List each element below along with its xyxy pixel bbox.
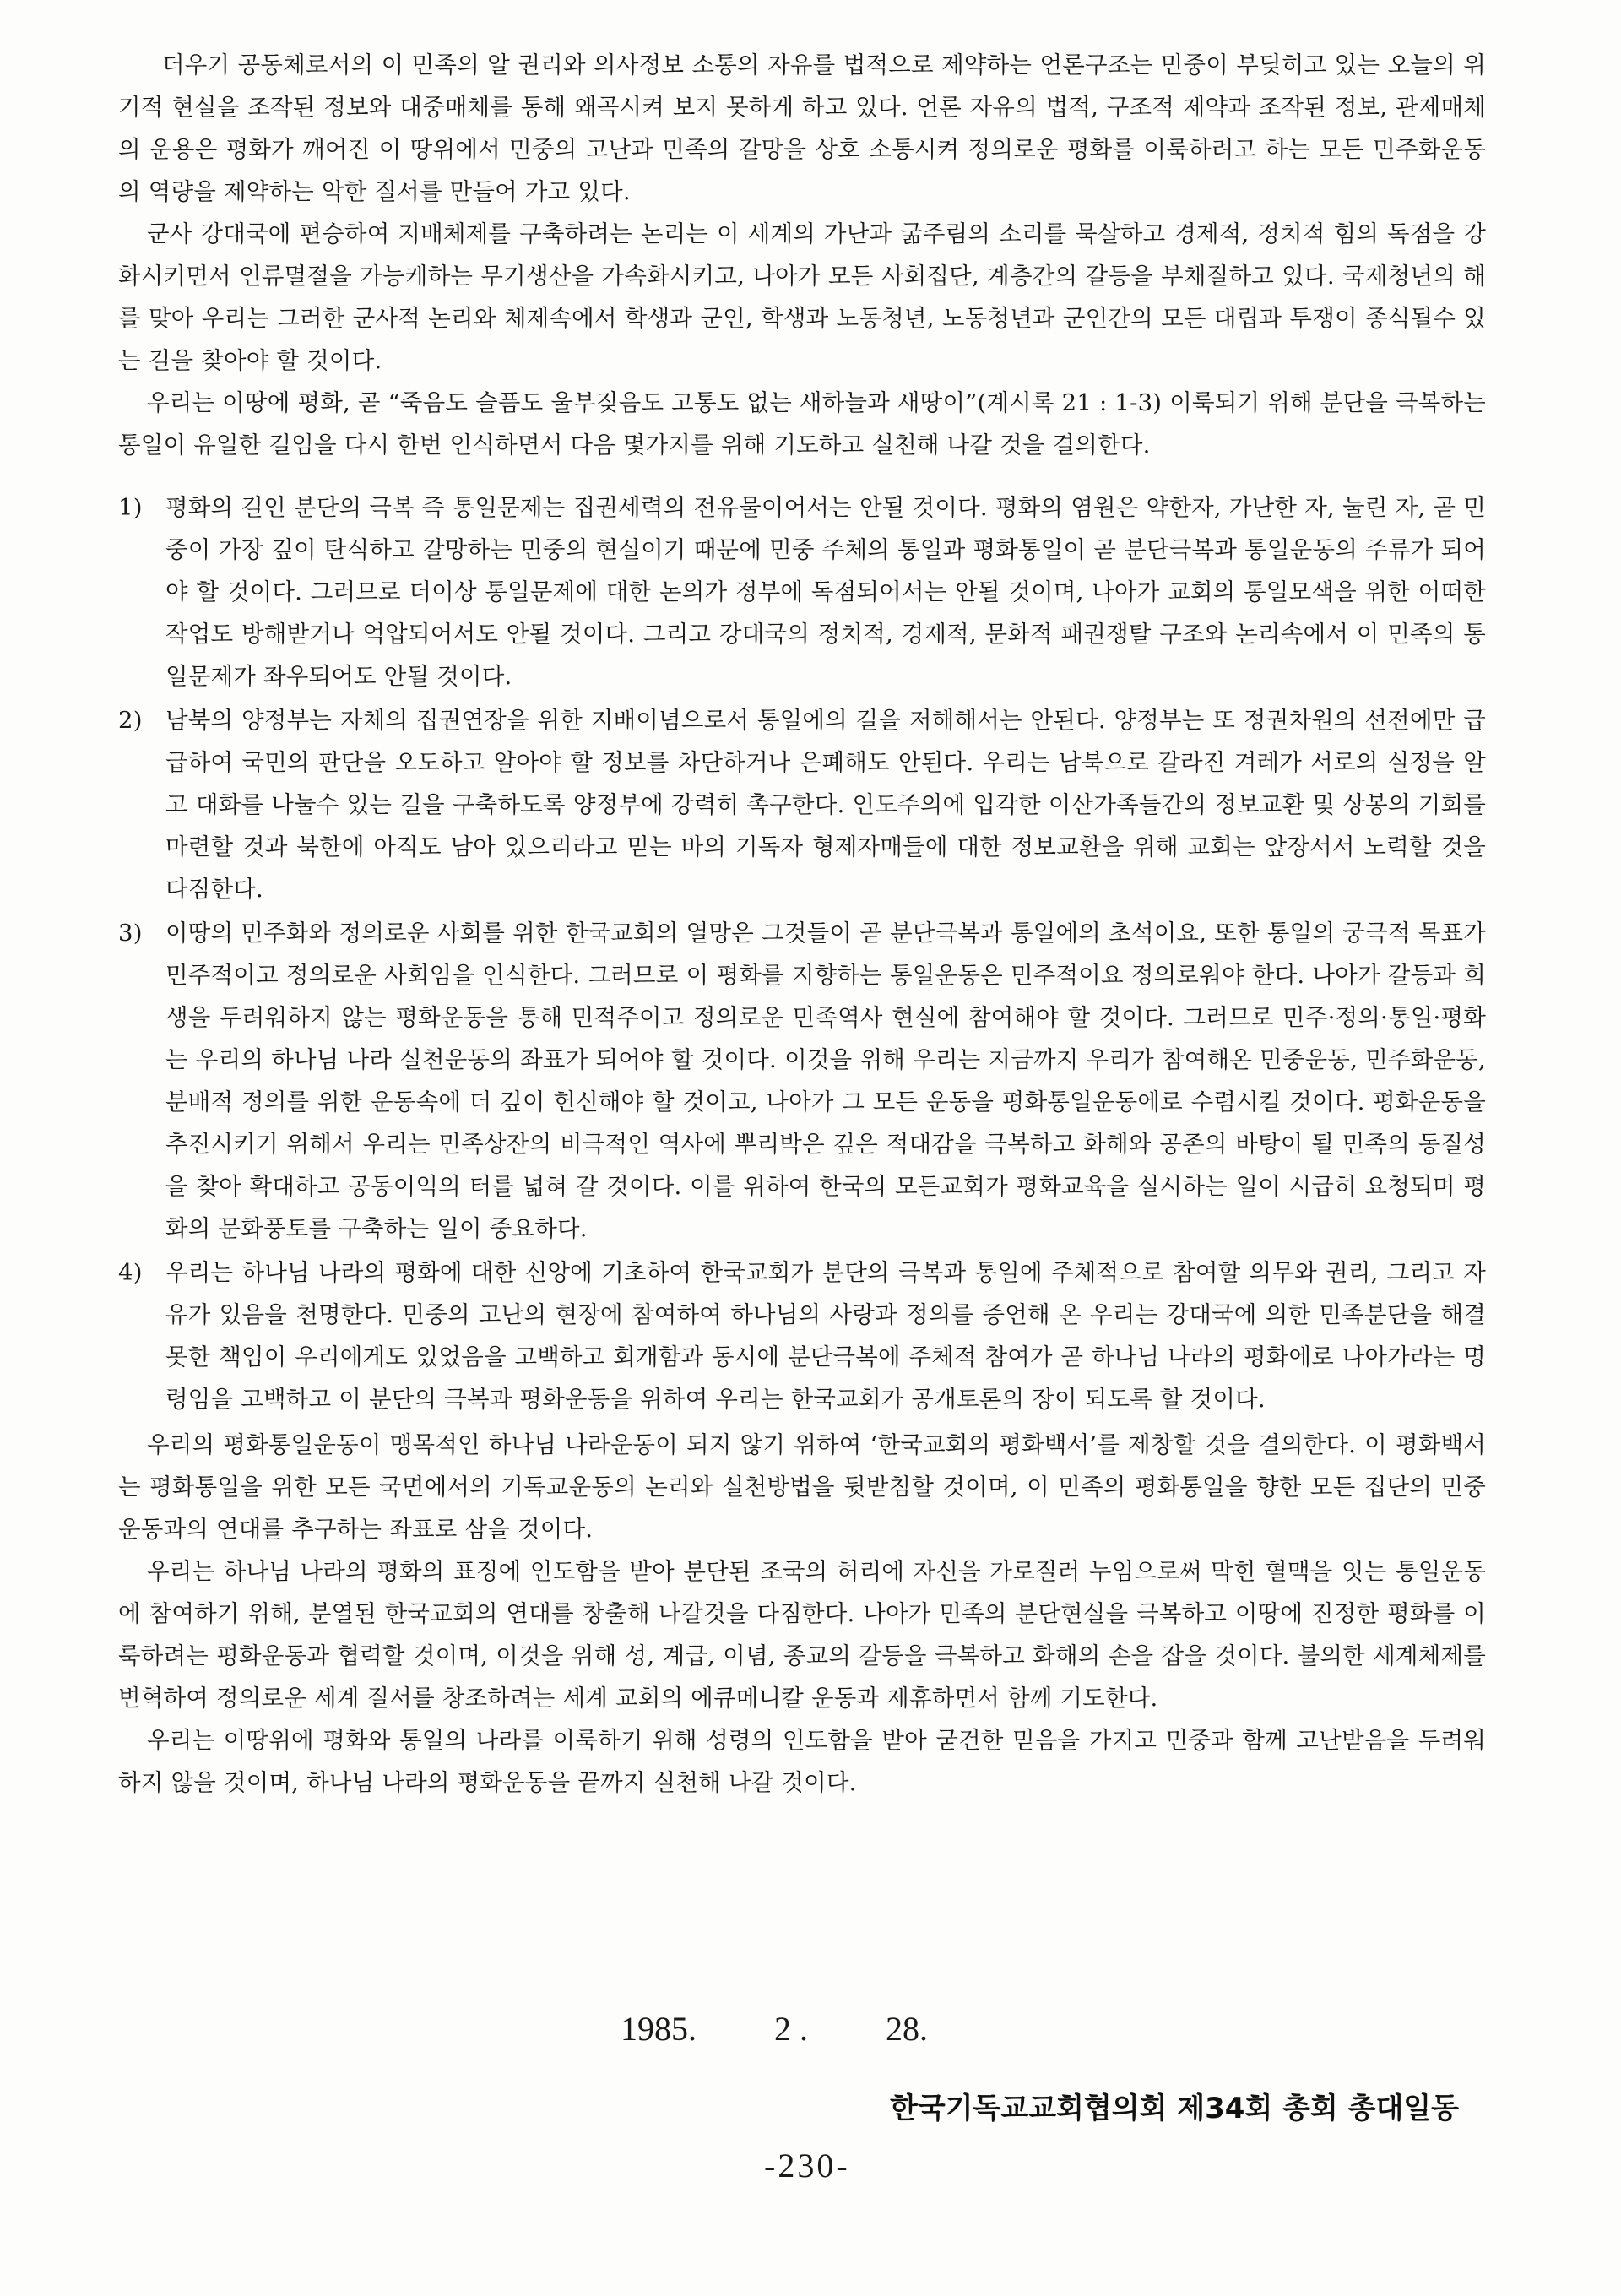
list-item-number: 2) xyxy=(118,707,143,734)
list-item xyxy=(118,912,1486,1250)
date-year: 1985. xyxy=(621,2010,697,2048)
list-item xyxy=(118,699,1486,910)
list-item xyxy=(118,486,1486,697)
page-number: -230- xyxy=(764,2147,850,2185)
resolution-list xyxy=(118,486,1486,1420)
list-item-text: 남북의 양정부는 자체의 집권연장을 위한 지배이념으로서 통일에의 길을 저해해서는 안된다. 양정부는 또 정권차원의 선전에만 급급하여 국민의 판단을 오도하고 알아야 할 정보를 차단하거나 은폐해도 안된다. 우리는 남북으로 갈라진 겨레가 서로의 실정을 알고 대화를 나눌수 있는 길을 구축하도록 양정부에 강력히 촉구한다. 인도주의에 입각한 이산가족들간의 정보교환 및 상봉의 기회를 마련할 것과 북한에 아직도 남아 있으리라고 믿는 바의 기독자 형제자매들에 대한 정보교환을 위해 교회는 앞장서서 노력할 것을 다짐한다. xyxy=(165,707,1486,903)
paragraph-closing-commitment: 우리는 이땅위에 평화와 통일의 나라를 이룩하기 위해 성령의 인도함을 받아 굳건한 믿음을 가지고 민중과 함께 고난받음을 두려워하지 않을 것이며, 하나님 나라의 평화운동을 끝까지 실천해 나갈 것이다. xyxy=(118,1727,1486,1796)
signatory-line: 한국기독교교회협의회 제34회 총회 총대일동 xyxy=(889,2092,1459,2125)
paragraph-resolution-intro: 우리는 이땅에 평화, 곧 “죽음도 슬픔도 울부짖음도 고통도 없는 새하늘과 새땅이”(계시록 21 : 1-3) 이룩되기 위해 분단을 극복하는 통일이 유일한 길임을 다시 한번 인식하면서 다음 몇가지를 위해 기도하고 실천해 나갈 것을 결의한다. xyxy=(118,389,1486,459)
list-item-number: 3) xyxy=(118,920,143,947)
list-item-text: 우리는 하나님 나라의 평화에 대한 신앙에 기초하여 한국교회가 분단의 극복과 통일에 주체적으로 참여할 의무와 권리, 그리고 자유가 있음을 천명한다. 민중의 고난의 현장에 참여하여 하나님의 사랑과 정의를 증언해 온 우리는 강대국에 의한 민족분단을 해결못한 책임이 우리에게도 있었음을 고백하고 회개함과 동시에 분단극복에 주체적 참여가 곧 하나님 나라의 평화에로 나아가라는 명령임을 고백하고 이 분단의 극복과 평화운동을 위하여 우리는 한국교회가 공개토론의 장이 되도록 할 것이다. xyxy=(165,1259,1486,1413)
paragraph-church-solidarity: 우리는 하나님 나라의 평화의 표징에 인도함을 받아 분단된 조국의 허리에 자신을 가로질러 누임으로써 막힌 혈맥을 잇는 통일운동에 참여하기 위해, 분열된 한국교회의 연대를 창출해 나갈것을 다짐한다. 나아가 민족의 분단현실을 극복하고 이땅에 진정한 평화를 이룩하려는 평화운동과 협력할 것이며, 이것을 위해 성, 계급, 이념, 종교의 갈등을 극복하고 화해의 손을 잡을 것이다. 불의한 세계체제를 변혁하여 정의로운 세계 질서를 창조하려는 세계 교회의 에큐메니칼 운동과 제휴하면서 함께 기도한다. xyxy=(118,1558,1486,1712)
list-item-text: 이땅의 민주화와 정의로운 사회를 위한 한국교회의 열망은 그것들이 곧 분단극복과 통일에의 초석이요, 또한 통일의 궁극적 목표가 민주적이고 정의로운 사회임을 인식한다. 그러므로 이 평화를 지향하는 통일운동은 민주적이요 정의로워야 한다. 나아가 갈등과 희생을 두려워하지 않는 평화운동을 통해 민적주이고 정의로운 민족역사 현실에 참여해야 할 것이다. 그러므로 민주·정의·통일·평화는 우리의 하나님 나라 실천운동의 좌표가 되어야 할 것이다. 이것을 위해 우리는 지금까지 우리가 참여해온 민중운동, 민주화운동, 분배적 정의를 위한 운동속에 더 깊이 헌신해야 할 것이고, 나아가 그 모든 운동을 평화통일운동에로 수렴시킬 것이다. 평화운동을 추진시키기 위해서 우리는 민족상잔의 비극적인 역사에 뿌리박은 깊은 적대감을 극복하고 화해와 공존의 바탕이 될 민족의 동질성을 찾아 확대하고 공동이익의 터를 넓혀 갈 것이다. 이를 위하여 한국의 모든교회가 평화교육을 실시하는 일이 시급히 요청되며 평화의 문화풍토를 구축하는 일이 중요하다. xyxy=(165,920,1486,1242)
paragraph-peace-whitepaper: 우리의 평화통일운동이 맹목적인 하나님 나라운동이 되지 않기 위하여 ‘한국교회의 평화백서’를 제창할 것을 결의한다. 이 평화백서는 평화통일을 위한 모든 국면에서의 기독교운동의 논리와 실천방법을 뒷받침할 것이며, 이 민족의 평화통일을 향한 모든 집단의 민중운동과의 연대를 추구하는 좌표로 삼을 것이다. xyxy=(118,1431,1486,1543)
list-item-number: 1) xyxy=(118,494,143,521)
date-day: 28. xyxy=(886,2010,928,2048)
declaration-date xyxy=(621,2008,928,2050)
list-item-text: 평화의 길인 분단의 극복 즉 통일문제는 집권세력의 전유물이어서는 안될 것이다. 평화의 염원은 약한자, 가난한 자, 눌린 자, 곧 민중이 가장 깊이 탄식하고 갈망하는 민중의 현실이기 때문에 민중 주체의 통일과 평화통일이 곧 분단극복과 통일운동의 주류가 되어야 할 것이다. 그러므로 더이상 통일문제에 대한 논의가 정부에 독점되어서는 안될 것이며, 나아가 교회의 통일모색을 위한 어떠한 작업도 방해받거나 억압되어서도 안될 것이다. 그리고 강대국의 정치적, 경제적, 문화적 패권쟁탈 구조와 논리속에서 이 민족의 통일문제가 좌우되어도 안될 것이다. xyxy=(165,494,1486,690)
list-item xyxy=(118,1251,1486,1420)
list-item-number: 4) xyxy=(118,1259,143,1286)
paragraph-press-freedom: 더우기 공동체로서의 이 민족의 알 권리와 의사정보 소통의 자유를 법적으로 제약하는 언론구조는 민중이 부딪히고 있는 오늘의 위기적 현실을 조작된 정보와 대중매체를 통해 왜곡시켜 보지 못하게 하고 있다. 언론 자유의 법적, 구조적 제약과 조작된 정보, 관제매체의 운용은 평화가 깨어진 이 땅위에서 민중의 고난과 민족의 갈망을 상호 소통시켜 정의로운 평화를 이룩하려고 하는 모든 민주화운동의 역량을 제약하는 악한 질서를 만들어 가고 있다. xyxy=(118,52,1486,205)
paragraph-military-logic: 군사 강대국에 편승하여 지배체제를 구축하려는 논리는 이 세계의 가난과 굶주림의 소리를 묵살하고 경제적, 정치적 힘의 독점을 강화시키면서 인류멸절을 가능케하는 무기생산을 가속화시키고, 나아가 모든 사회집단, 계층간의 갈등을 부채질하고 있다. 국제청년의 해를 맞아 우리는 그러한 군사적 논리와 체제속에서 학생과 군인, 학생과 노동청년, 노동청년과 군인간의 모든 대립과 투쟁이 종식될수 있는 길을 찾아야 할 것이다. xyxy=(118,220,1486,374)
date-month: 2 . xyxy=(774,2010,808,2048)
declaration-body xyxy=(118,44,1486,1804)
